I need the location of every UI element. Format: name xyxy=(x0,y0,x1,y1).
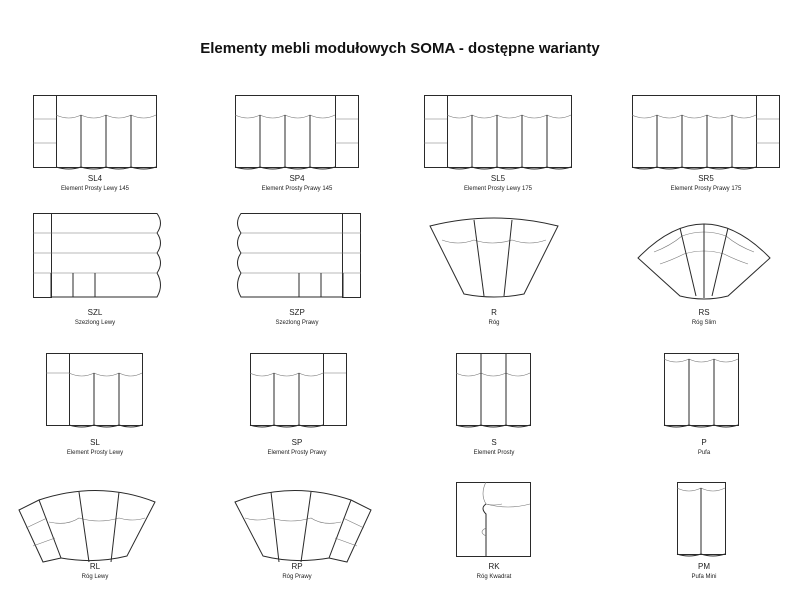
module-code-rs: RS xyxy=(698,308,710,317)
module-pm-drawing xyxy=(677,482,727,558)
module-code-sr5: SR5 xyxy=(698,174,714,183)
module-s-drawing xyxy=(456,353,532,429)
module-name-sl: Element Prosty Lewy xyxy=(66,450,124,456)
module-name-rs: Róg Slim xyxy=(691,320,717,326)
module-name-r: Róg xyxy=(488,320,500,326)
module-name-sp4: Element Prosty Prawy 145 xyxy=(261,186,333,192)
module-sl-drawing xyxy=(46,353,144,429)
module-name-rk: Róg Kwadrat xyxy=(476,574,512,580)
module-code-rk: RK xyxy=(488,562,500,571)
module-name-szp: Szezlong Prawy xyxy=(275,320,319,326)
module-name-rl: Róg Lewy xyxy=(81,574,109,580)
module-code-sp: SP xyxy=(291,438,303,447)
module-name-rp: Róg Prawy xyxy=(282,574,312,580)
module-code-sp4: SP4 xyxy=(289,174,305,183)
module-code-r: R xyxy=(491,308,497,317)
module-code-rp: RP xyxy=(291,562,303,571)
module-code-rl: RL xyxy=(89,562,101,571)
page-title: Elementy mebli modułowych SOMA - dostępne warianty xyxy=(200,40,600,57)
module-rp-drawing xyxy=(233,488,375,564)
module-sr5-drawing xyxy=(632,95,780,171)
module-sl4-drawing xyxy=(33,95,157,171)
module-r-drawing xyxy=(428,214,560,298)
module-szp-drawing xyxy=(233,213,361,299)
module-rl-drawing xyxy=(15,488,157,564)
module-p-drawing xyxy=(664,353,740,429)
module-code-szp: SZP xyxy=(289,308,305,317)
module-code-sl: SL xyxy=(90,438,100,447)
module-rk-drawing xyxy=(456,482,532,558)
module-code-sl4: SL4 xyxy=(87,174,103,183)
module-name-pm: Pufa Mini xyxy=(691,574,717,580)
module-sp-drawing xyxy=(250,353,348,429)
module-name-sr5: Element Prosty Prawy 175 xyxy=(670,186,742,192)
module-code-pm: PM xyxy=(698,562,710,571)
module-rs-drawing xyxy=(636,208,772,300)
module-name-s: Element Prosty xyxy=(473,450,515,456)
module-name-szl: Szezlong Lewy xyxy=(74,320,116,326)
module-sl5-drawing xyxy=(424,95,572,171)
module-code-szl: SZL xyxy=(87,308,103,317)
module-name-sl5: Element Prosty Lewy 175 xyxy=(463,186,533,192)
module-code-p: P xyxy=(701,438,707,447)
module-code-s: S xyxy=(491,438,497,447)
module-szl-drawing xyxy=(33,213,165,299)
module-name-sp: Element Prosty Prawy xyxy=(267,450,327,456)
module-name-sl4: Element Prosty Lewy 145 xyxy=(60,186,130,192)
module-code-sl5: SL5 xyxy=(490,174,506,183)
module-name-p: Pufa xyxy=(697,450,711,456)
module-sp4-drawing xyxy=(235,95,359,171)
